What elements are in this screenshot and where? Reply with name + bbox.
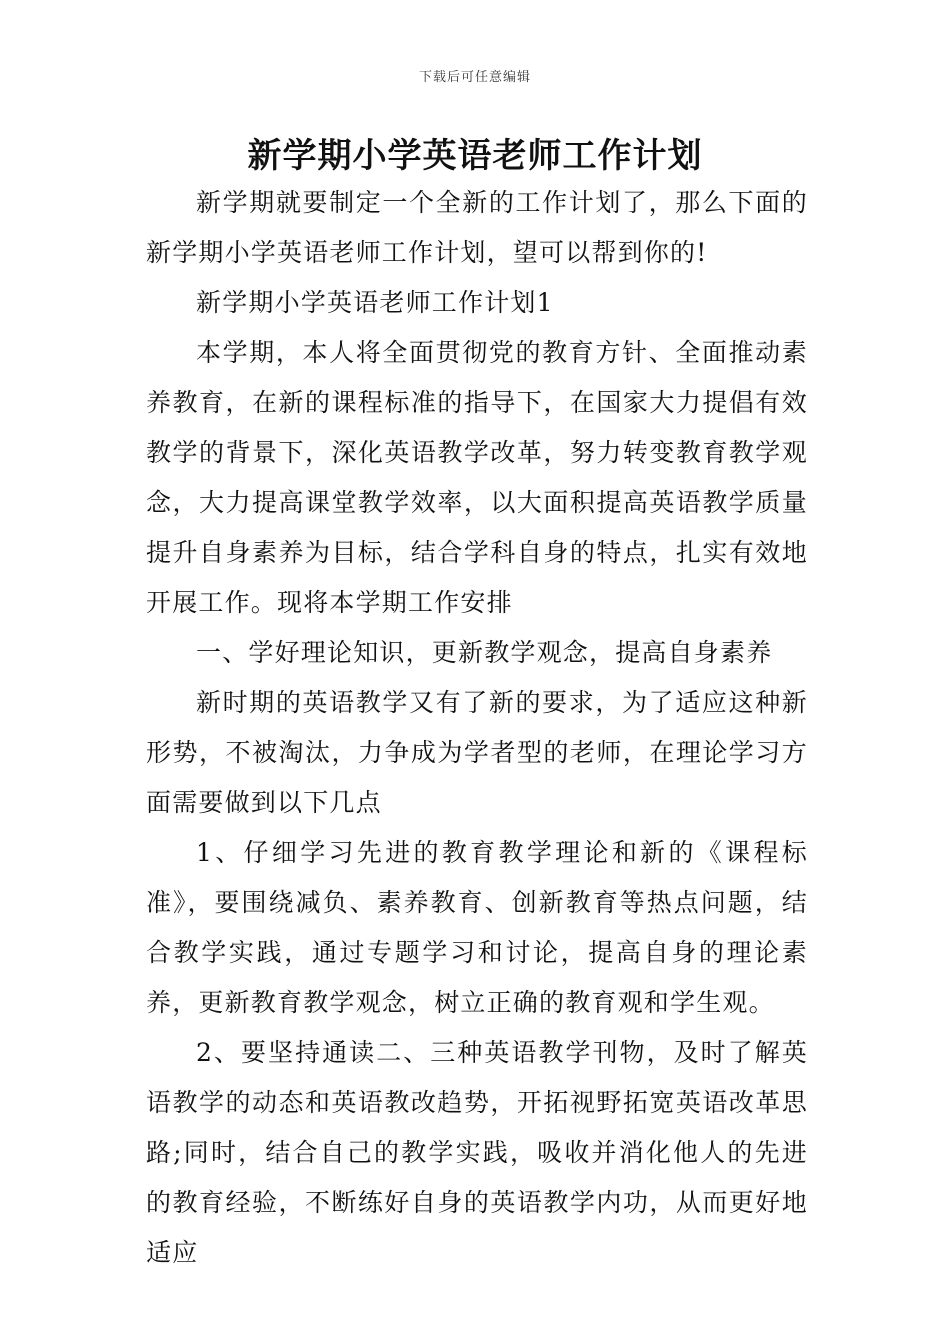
list-item: 1、仔细学习先进的教育教学理论和新的《课程标准》，要围绕减负、素养教育、创新教育等热点问题，结合教学实践，通过专题学习和讨论，提高自身的理论素养，更新教育教学观念，树立正确的教育观和学生观。	[146, 838, 808, 1017]
list-item: 2、要坚持通读二、三种英语教学刊物，及时了解英语教学的动态和英语教改趋势，开拓视野拓宽英语改革思路;同时，结合自己的教学实践，吸收并消化他人的先进的教育经验，不断练好自身的英语教学内功，从而更好地适应	[146, 1038, 808, 1267]
intro-paragraph: 新学期就要制定一个全新的工作计划了，那么下面的新学期小学英语老师工作计划，望可以帮到你的!	[146, 188, 808, 267]
document-body	[146, 178, 808, 1278]
body-paragraph: 新时期的英语教学又有了新的要求，为了适应这种新形势，不被淘汰，力争成为学者型的老师，在理论学习方面需要做到以下几点	[146, 688, 808, 817]
body-paragraph: 本学期，本人将全面贯彻党的教育方针、全面推动素养教育，在新的课程标准的指导下，在国家大力提倡有效教学的背景下，深化英语教学改革，努力转变教育教学观念，大力提高课堂教学效率，以大面积提高英语教学质量提升自身素养为目标，结合学科自身的特点，扎实有效地开展工作。现将本学期工作安排	[146, 338, 808, 617]
document-title: 新学期小学英语老师工作计划	[247, 136, 703, 176]
subsection-heading: 一、学好理论知识，更新教学观念，提高自身素养	[196, 638, 773, 667]
header-note: 下载后可任意编辑	[418, 70, 531, 85]
section-heading: 新学期小学英语老师工作计划1	[196, 288, 554, 317]
